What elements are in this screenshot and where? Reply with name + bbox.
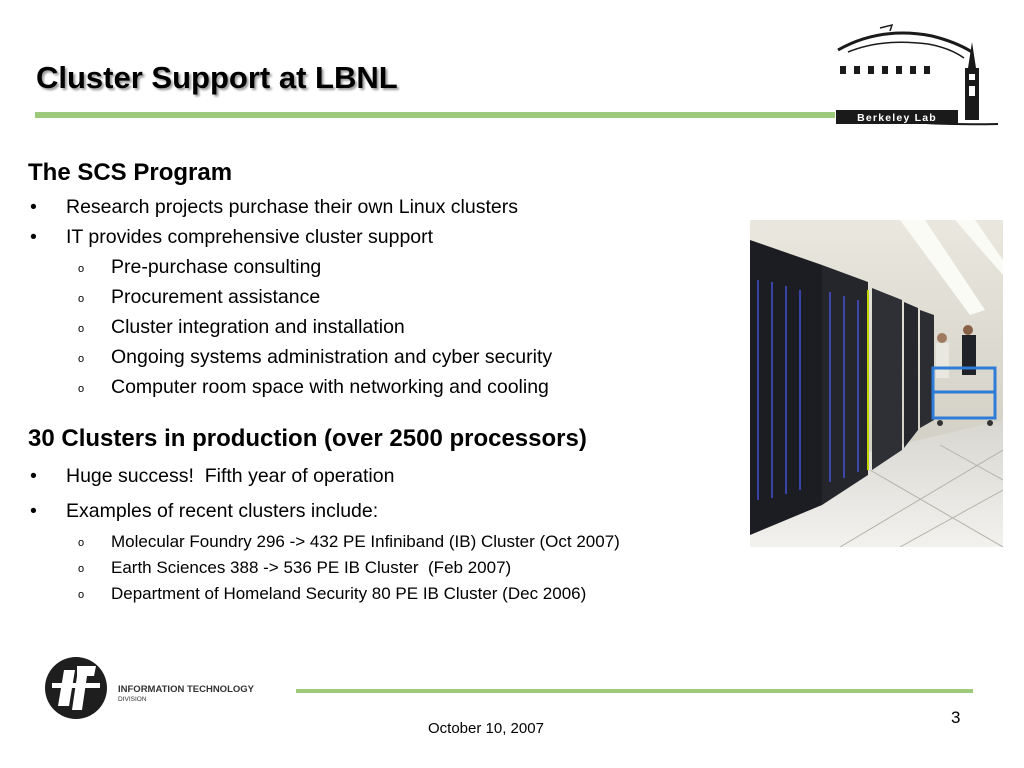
sub-bullet-text: Pre-purchase consulting xyxy=(111,256,322,278)
sub-bullet-glyph: o xyxy=(78,323,85,335)
footer-divider xyxy=(296,689,973,693)
it-division-logo xyxy=(42,656,302,720)
bullet-item xyxy=(30,226,434,249)
sub-bullet-text: Procurement assistance xyxy=(111,286,321,308)
bullet-glyph: • xyxy=(30,196,37,218)
title-divider xyxy=(35,112,835,118)
section-heading: 30 Clusters in production (over 2500 processors) xyxy=(28,425,587,452)
bullet-item xyxy=(30,465,395,488)
bullet-text: IT provides comprehensive cluster support xyxy=(66,226,434,248)
sub-bullet-glyph: o xyxy=(78,563,85,575)
sub-bullet-glyph: o xyxy=(78,383,85,395)
sub-bullet-text: Computer room space with networking and cooling xyxy=(111,376,549,398)
bullet-glyph: • xyxy=(30,465,37,487)
page-number: 3 xyxy=(951,708,961,727)
bullet-text: Huge success! Fifth year of operation xyxy=(66,465,395,487)
sub-bullet-text: Department of Homeland Security 80 PE IB Cluster (Dec 2006) xyxy=(111,584,587,603)
sub-bullet-item xyxy=(78,584,587,604)
bullet-glyph: • xyxy=(30,226,37,248)
section-heading: The SCS Program xyxy=(28,159,233,186)
sub-bullet-text: Molecular Foundry 296 -> 432 PE Infiniband (IB) Cluster (Oct 2007) xyxy=(111,532,620,551)
bullet-item xyxy=(30,196,518,219)
slide-title: Cluster Support at LBNL xyxy=(36,60,398,95)
it-logo-line2: DIVISION xyxy=(118,696,147,703)
bullet-text: Examples of recent clusters include: xyxy=(66,500,379,522)
sub-bullet-item xyxy=(78,286,321,309)
logo-text: Berkeley Lab xyxy=(857,112,937,124)
sub-bullet-glyph: o xyxy=(78,263,85,275)
sub-bullet-item xyxy=(78,376,549,399)
sub-bullet-text: Earth Sciences 388 -> 536 PE IB Cluster (Feb 2007) xyxy=(111,558,512,577)
sub-bullet-item xyxy=(78,346,553,369)
server-room-photo xyxy=(750,220,1003,547)
sub-bullet-text: Ongoing systems administration and cyber security xyxy=(111,346,553,368)
bullet-glyph: • xyxy=(30,500,37,522)
sub-bullet-glyph: o xyxy=(78,589,85,601)
sub-bullet-item xyxy=(78,316,405,339)
sub-bullet-glyph: o xyxy=(78,293,85,305)
bullet-text: Research projects purchase their own Linux clusters xyxy=(66,196,518,218)
berkeley-lab-logo xyxy=(832,22,1002,130)
sub-bullet-item xyxy=(78,532,620,552)
sub-bullet-glyph: o xyxy=(78,537,85,549)
it-logo-line1: INFORMATION TECHNOLOGY xyxy=(118,684,254,695)
bullet-item xyxy=(30,500,379,523)
sub-bullet-item xyxy=(78,558,512,578)
sub-bullet-text: Cluster integration and installation xyxy=(111,316,405,338)
sub-bullet-glyph: o xyxy=(78,353,85,365)
sub-bullet-item xyxy=(78,256,322,279)
footer-date: October 10, 2007 xyxy=(428,720,544,737)
